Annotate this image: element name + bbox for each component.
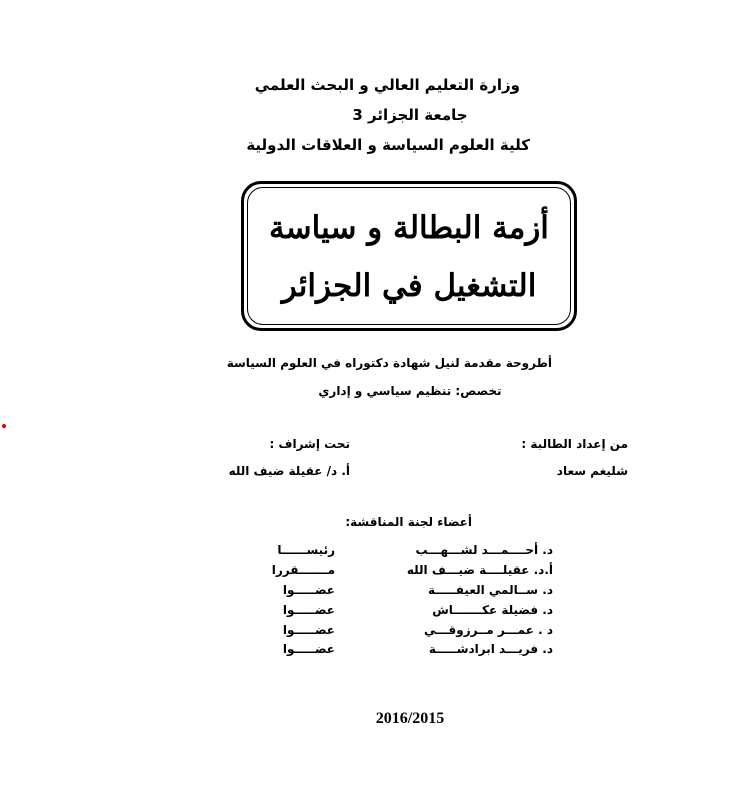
committee-member-role: عضـــــوا [282,603,335,617]
committee-member-role: رئيســــــا [277,543,335,557]
committee-member-name: د. فضيلة عكـــــــاش [432,603,553,617]
committee-member-role: عضـــــوا [282,623,335,637]
red-marker [2,424,6,428]
thesis-title-frame [241,181,577,331]
thesis-specialty: تخصص: تنظيم سياسي و إداري [318,384,502,398]
thesis-description: أطروحة مقدمة لنيل شهادة دكتوراه في العلوم السياسة [226,356,552,370]
academic-year: 2016/2015 [375,710,445,727]
committee-member-role: عضـــــوا [282,642,335,656]
committee-member-name: د . عمـــر مــرزوقـــي [423,623,553,637]
committee-member-name: أ.د. عقيلــــة ضيـــف الله [406,563,553,577]
committee-member-name: د. فريـــد ابرادشـــــة [428,642,553,656]
thesis-title-line-2: التشغيل في الجزائر [281,268,537,304]
committee-heading: أعضاء لجنة المناقشة: [345,515,472,529]
supervisor-name: أ. د/ عقيلة ضيف الله [228,464,350,478]
committee-member-role: عضـــــوا [282,583,335,597]
ministry-name: وزارة التعليم العالي و البحث العلمي [254,76,520,94]
student-name: شليغم سعاد [556,464,628,478]
committee-member-name: د. أحــــمـــد لشـــهـــب [415,543,553,557]
committee-member-role: مـــــــقررا [271,563,335,577]
student-label: من إعداد الطالبة : [521,437,628,451]
committee-member-name: د. ســالمي العيفـــــة [428,583,553,597]
faculty-name: كلية العلوم السياسة و العلاقات الدولية [246,136,530,154]
thesis-title-line-1: أزمة البطالة و سياسة [269,210,549,246]
supervisor-label: تحت إشراف : [269,437,350,451]
university-name: جامعة الجزائر 3 [352,106,468,124]
